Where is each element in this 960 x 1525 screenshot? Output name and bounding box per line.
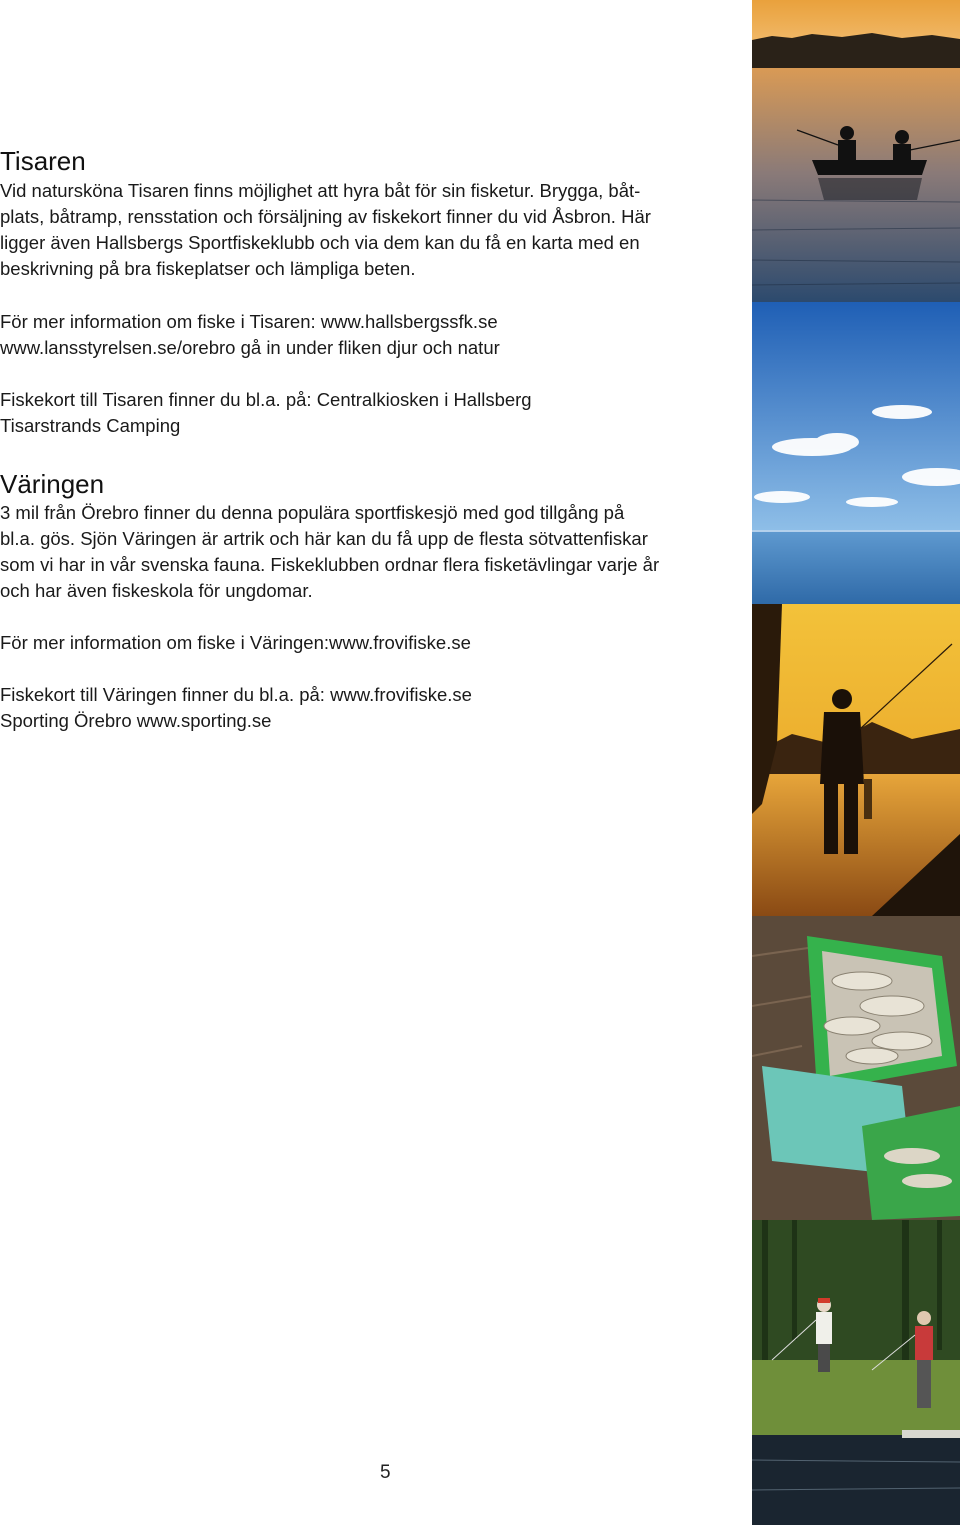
boat-at-sunset-photo	[752, 0, 960, 302]
angler-golden-lake-photo	[752, 604, 960, 916]
varingen-heading: Väringen	[0, 469, 105, 499]
varingen-intro-line: som vi har in vår svenska fauna. Fiskeklubben ordnar flera fisketävlingar varje år	[0, 554, 660, 575]
varingen-license-line: Fiskekort till Väringen finner du bl.a. på: www.frovifiske.se	[0, 684, 472, 705]
tisaren-info-line: För mer information om fiske i Tisaren: www.hallsbergssfk.se	[0, 311, 498, 332]
varingen-intro-line: 3 mil från Örebro finner du denna populära sportfiskesjö med god tillgång på	[0, 502, 625, 523]
varingen-intro	[0, 500, 659, 604]
tisaren-intro-line: beskrivning på bra fiskeplatser och lämpliga beten.	[0, 258, 416, 279]
tisaren-intro-line: ligger även Hallsbergs Sportfiskeklubb och via dem kan du få en karta med en	[0, 232, 640, 253]
varingen-license	[0, 682, 472, 734]
fish-crates-photo	[752, 916, 960, 1220]
varingen-info	[0, 630, 471, 656]
lake-blue-sky-photo	[752, 302, 960, 604]
tisaren-intro-line: Vid natursköna Tisaren finns möjlighet att hyra båt för sin fisketur. Brygga, båt-	[0, 180, 641, 201]
tisaren-heading: Tisaren	[0, 146, 86, 176]
photo-strip	[752, 0, 960, 1525]
varingen-license-line: Sporting Örebro www.sporting.se	[0, 710, 272, 731]
tisaren-intro	[0, 178, 651, 282]
varingen-intro-line: bl.a. gös. Sjön Väringen är artrik och här kan du få upp de flesta sötvattenfiskar	[0, 528, 648, 549]
tisaren-intro-line: plats, båtramp, rensstation och försäljning av fiskekort finner du vid Åsbron. Här	[0, 206, 651, 227]
tisaren-license	[0, 387, 532, 439]
varingen-info-line: För mer information om fiske i Väringen:www.frovifiske.se	[0, 632, 471, 653]
tisaren-license-line: Tisarstrands Camping	[0, 415, 181, 436]
anglers-at-shore-photo	[752, 1220, 960, 1525]
tisaren-license-line: Fiskekort till Tisaren finner du bl.a. på: Centralkiosken i Hallsberg	[0, 389, 532, 410]
page-number: 5	[380, 1462, 391, 1483]
varingen-intro-line: och har även fiskeskola för ungdomar.	[0, 580, 313, 601]
tisaren-info-line: www.lansstyrelsen.se/orebro gå in under fliken djur och natur	[0, 337, 500, 358]
tisaren-info	[0, 309, 500, 361]
